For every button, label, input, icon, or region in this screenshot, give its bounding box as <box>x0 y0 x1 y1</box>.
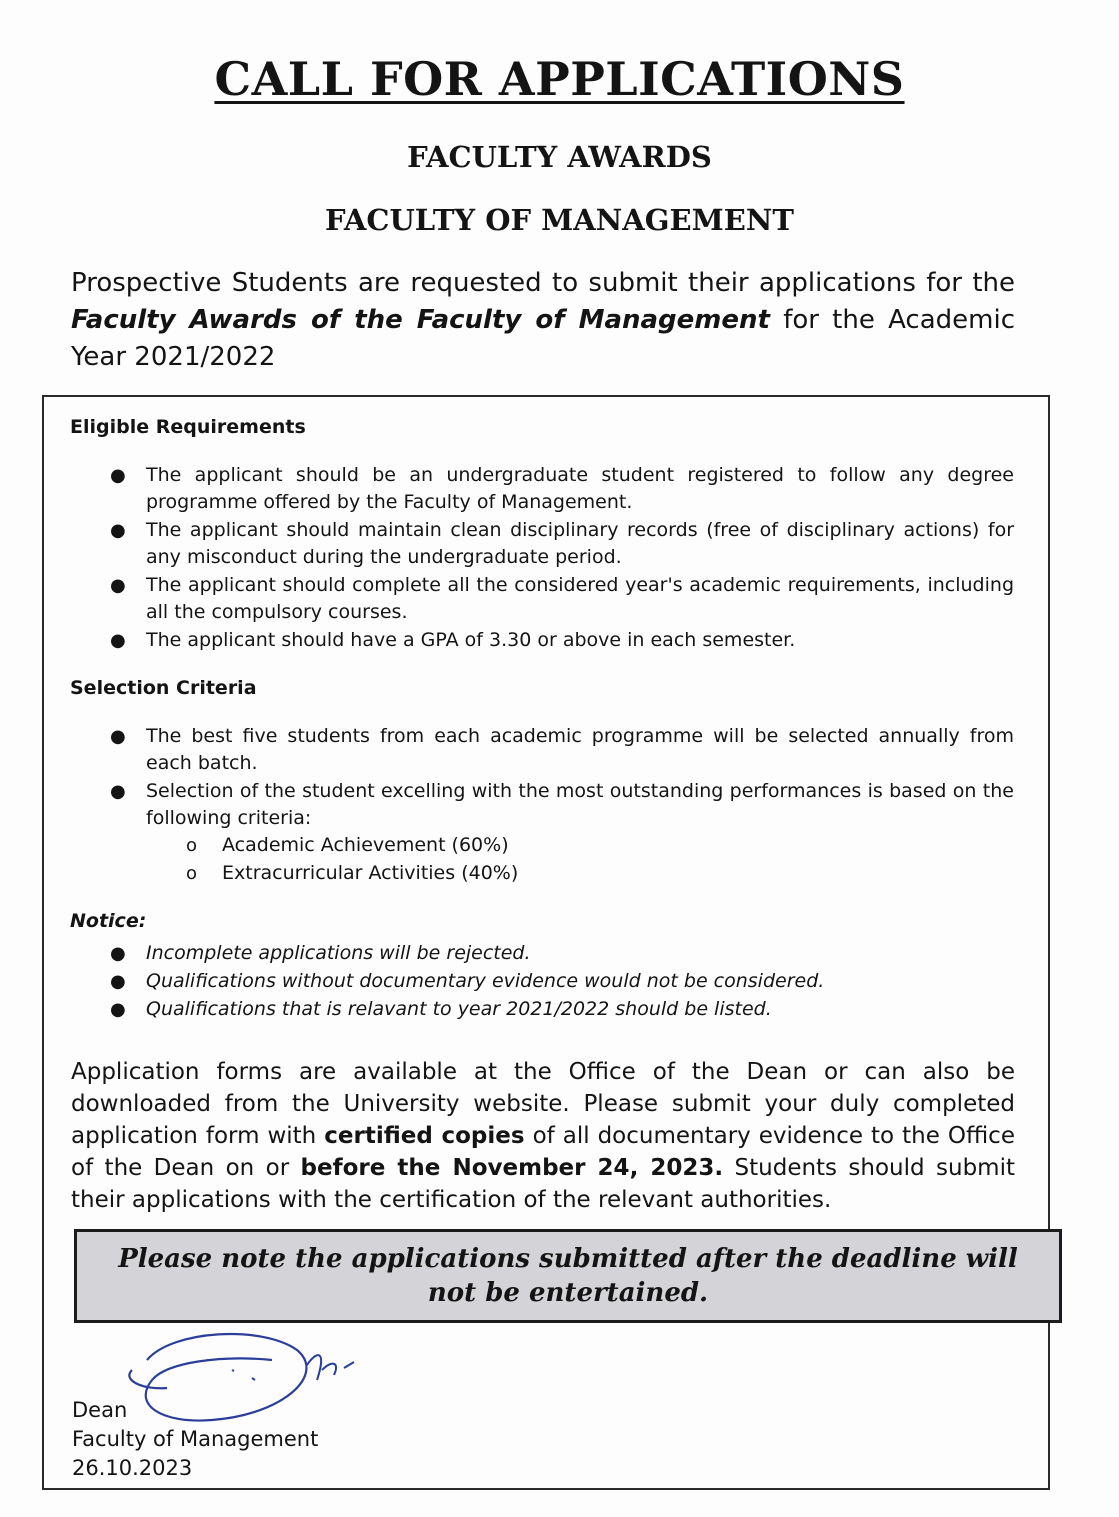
subtitle-faculty-name: FACULTY OF MANAGEMENT <box>325 203 794 237</box>
signoff-block <box>72 1396 318 1483</box>
bullet-icon: ● <box>110 630 126 651</box>
signoff-role: Dean <box>72 1398 128 1422</box>
selection-criteria-heading: Selection Criteria <box>70 677 257 699</box>
bullet-icon: ● <box>110 726 126 747</box>
bullet-icon: ● <box>110 971 126 992</box>
list-item: ● Qualifications that is relavant to year 2021/2022 should be listed. <box>106 996 1014 1023</box>
notice-list <box>106 940 1014 1024</box>
circle-bullet-icon: o <box>186 835 198 856</box>
list-item: ● The applicant should maintain clean disciplinary records (free of disciplinary actions) for any misconduct during the undergraduate period. <box>110 519 1014 568</box>
bullet-icon: ● <box>110 520 126 541</box>
list-item: ● The applicant should have a GPA of 3.30 or above in each semester. <box>106 627 1014 654</box>
bullet-icon: ● <box>110 781 126 802</box>
bullet-icon: ● <box>110 999 126 1020</box>
list-item: o Academic Achievement (60%) <box>146 832 1014 859</box>
deadline-notice-banner: Please note the applications submitted after the deadline will not be entertained. <box>74 1229 1062 1323</box>
bullet-icon: ● <box>110 575 126 596</box>
page-title: CALL FOR APPLICATIONS <box>214 52 905 106</box>
subtitle-faculty-awards: FACULTY AWARDS <box>407 140 712 174</box>
criteria-sublist <box>146 832 1014 887</box>
list-item: ● The applicant should complete all the considered year's academic requirements, including all the compulsory courses. <box>110 574 1014 623</box>
notice-heading: Notice: <box>70 910 147 932</box>
intro-paragraph: Prospective Students are requested to submit their applications for the Faculty Awards of the Faculty of Management for the Academic Year 2021/2022 <box>71 268 1015 372</box>
eligible-requirements-heading: Eligible Requirements <box>70 416 306 438</box>
list-item: ● Incomplete applications will be rejected. <box>106 940 1014 967</box>
signoff-date: 26.10.2023 <box>72 1456 193 1480</box>
selection-criteria-list <box>106 723 1014 888</box>
list-item: ● Selection of the student excelling with the most outstanding performances is based on the following criteria: o Academic Achievement (60%) o Extracurricular Activities (40%) <box>106 778 1014 887</box>
list-item: ● Qualifications without documentary evidence would not be considered. <box>106 968 1014 995</box>
list-item: ● The applicant should be an undergraduate student registered to follow any degree programme offered by the Faculty of Management. <box>110 464 1014 513</box>
bullet-icon: ● <box>110 943 126 964</box>
signoff-faculty: Faculty of Management <box>72 1427 319 1451</box>
list-item: o Extracurricular Activities (40%) <box>146 860 1014 887</box>
closing-paragraph: Application forms are available at the Office of the Dean or can also be downloaded from the University website. Please submit your duly completed application form with certified copies of all documentary evidence to the Office of the Dean on or before the November 24, 2023. Students should submit their applications with the certification of the relevant authorities. <box>71 1059 1015 1213</box>
bullet-icon: ● <box>110 465 126 486</box>
eligible-requirements-list <box>106 462 1014 655</box>
circle-bullet-icon: o <box>186 863 198 884</box>
list-item: ● The best five students from each academic programme will be selected annually from each batch. <box>110 725 1014 774</box>
